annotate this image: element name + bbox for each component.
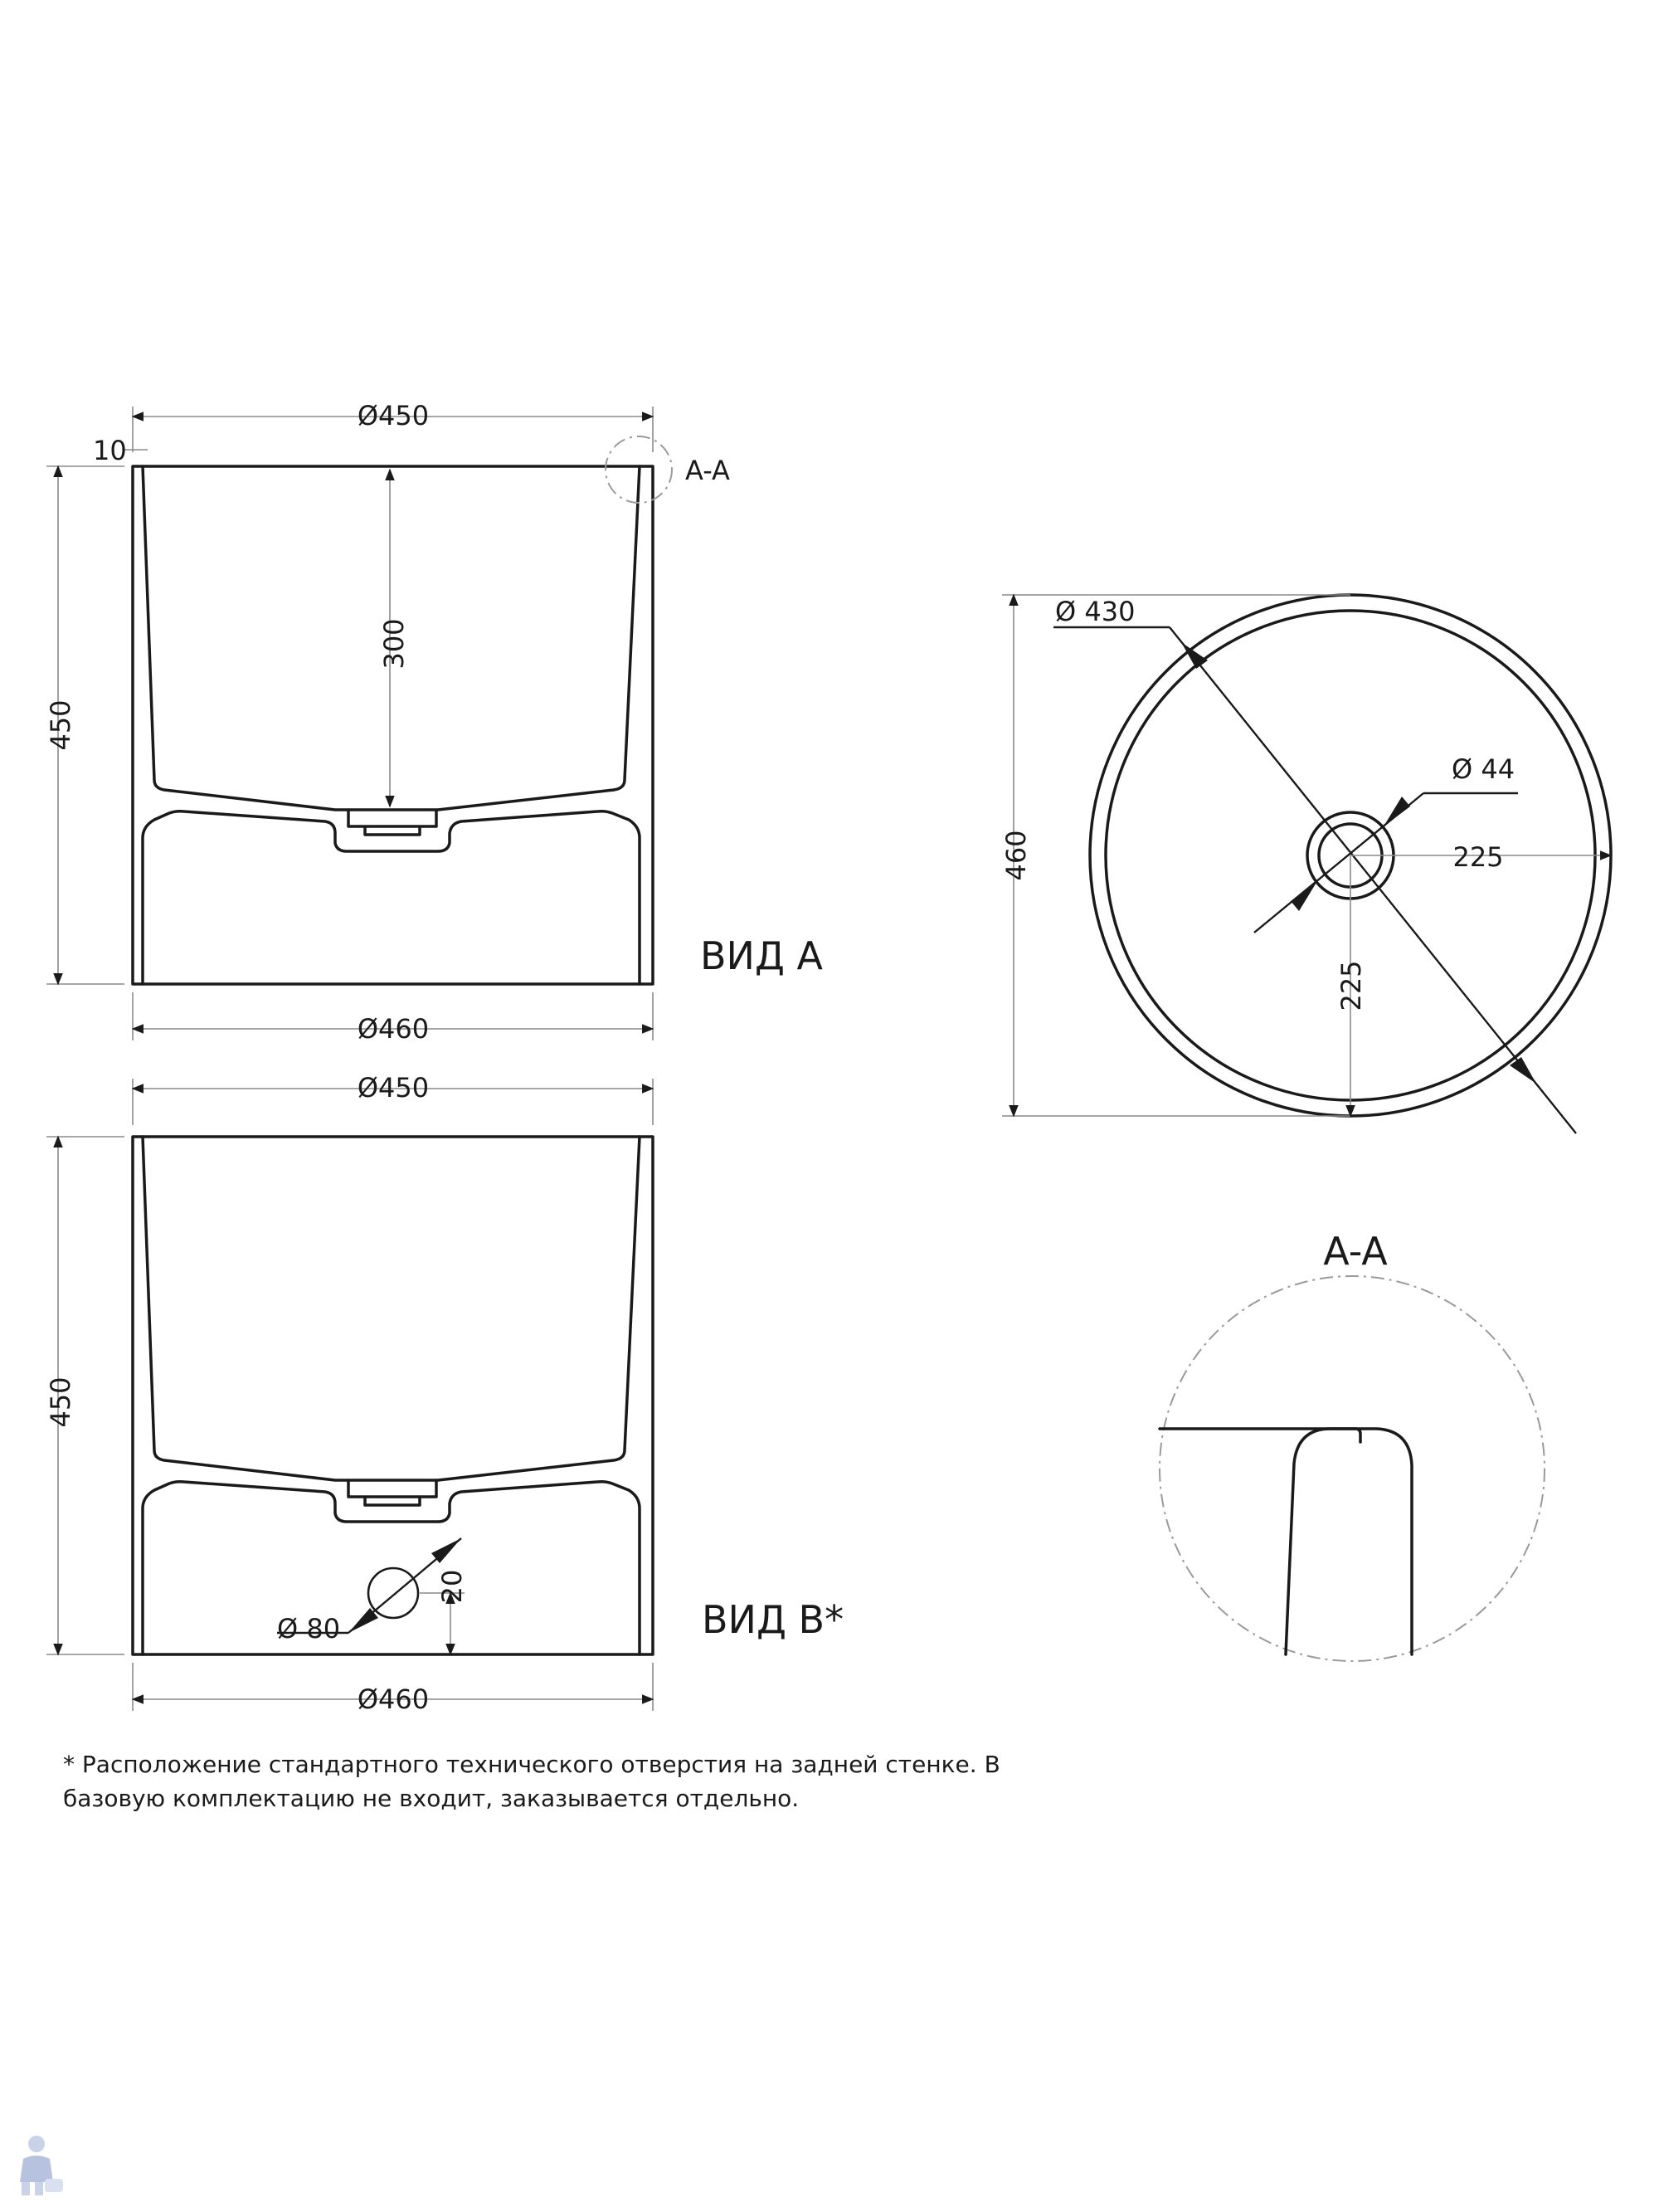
- view-b: [45, 1072, 844, 1715]
- view-b-bottom-diameter: Ø460: [357, 1683, 430, 1715]
- view-a-height: 450: [45, 699, 76, 751]
- view-b-drain: [348, 1480, 436, 1505]
- section-detail-profile: [1160, 1429, 1360, 1442]
- section-detail-title: A-A: [1323, 1229, 1388, 1274]
- view-a-title: ВИД А: [700, 933, 823, 978]
- plumber-logo-icon: [12, 2132, 66, 2199]
- section-detail-circle: [1160, 1276, 1545, 1661]
- view-b-top-diameter: Ø450: [357, 1072, 430, 1104]
- view-b-bowl: [143, 1137, 640, 1480]
- view-a-section-ref: A-A: [685, 455, 730, 486]
- view-a-wall-offset: 10: [93, 435, 127, 466]
- view-a-outline: [133, 466, 653, 984]
- footnote: [63, 1747, 1009, 1815]
- view-a-bottom-diameter: Ø460: [357, 1013, 430, 1045]
- plan-overall-height: 460: [1000, 830, 1032, 881]
- view-a-bowl-depth: 300: [378, 618, 410, 670]
- plan-offset-y: 225: [1335, 960, 1367, 1011]
- view-b-hole-diameter: Ø 80: [277, 1613, 341, 1644]
- view-b-outline: [133, 1137, 653, 1654]
- plan-inner-diameter: Ø 430: [1055, 596, 1136, 627]
- plan-drain-diameter: Ø 44: [1452, 753, 1515, 785]
- footnote-line-1: * Расположение стандартного технического отверстия на задней стенке. В: [63, 1751, 1000, 1778]
- view-a-top-diameter: Ø450: [357, 400, 430, 431]
- section-detail: [1160, 1229, 1545, 1661]
- view-a-pedestal: [143, 811, 640, 984]
- plan-view: [1000, 595, 1611, 1133]
- view-b-height: 450: [45, 1376, 76, 1428]
- plan-offset-x: 225: [1452, 841, 1504, 873]
- section-detail-wall: [1286, 1429, 1412, 1654]
- view-b-hole-offset: 20: [436, 1569, 468, 1604]
- view-a-drain: [348, 810, 436, 835]
- view-b-title: ВИД В*: [702, 1597, 844, 1642]
- view-a: [45, 400, 824, 1045]
- footnote-line-2: базовую комплектацию не входит, заказывается отдельно.: [63, 1785, 800, 1812]
